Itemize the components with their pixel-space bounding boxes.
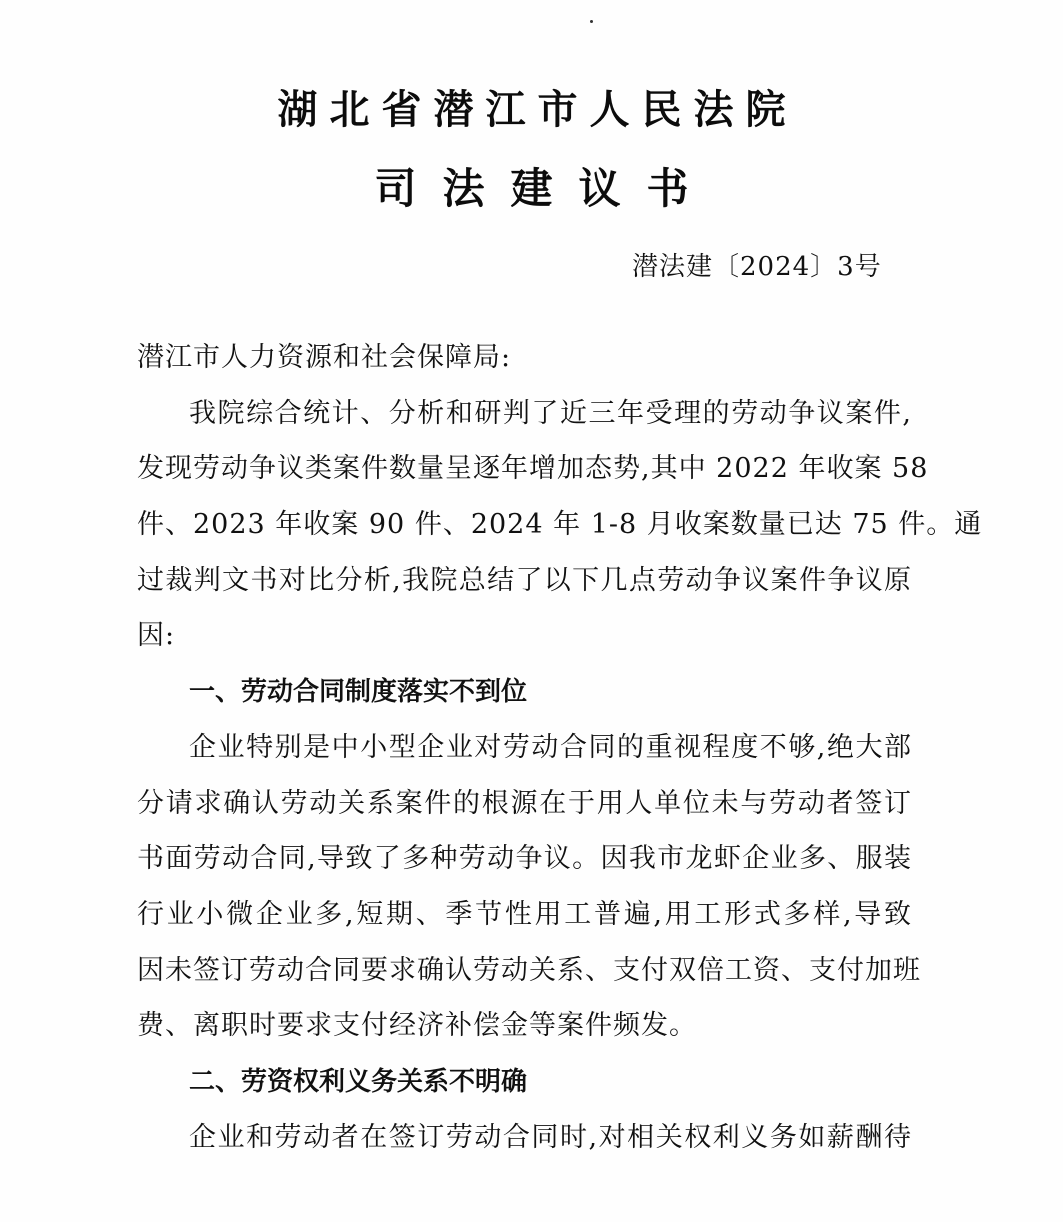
section2-heading: 二、劳资权利义务关系不明确 (189, 1067, 528, 1097)
paragraph1-line-1: 我院综合统计、分析和研判了近三年受理的劳动争议案件, (189, 398, 912, 429)
court-name-title: 湖北省潜江市人民法院 (277, 87, 798, 133)
section1-line-6: 费、离职时要求支付经济补偿金等案件频发。 (137, 1010, 697, 1041)
paragraph1-line-3: 件、2023 年收案 90 件、2024 年 1-8 月收案数量已达 75 件。通 (137, 509, 983, 540)
section1-line-2: 分请求确认劳动关系案件的根源在于用人单位未与劳动者签订 (137, 788, 912, 819)
section1-line-1: 企业特别是中小型企业对劳动合同的重视程度不够,绝大部 (189, 732, 912, 763)
section1-line-3: 书面劳动合同,导致了多种劳动争议。因我市龙虾企业多、服装 (137, 843, 912, 874)
section1-line-5: 因未签订劳动合同要求确认劳动关系、支付双倍工资、支付加班 (137, 955, 921, 986)
section2-line-1: 企业和劳动者在签订劳动合同时,对相关权利义务如薪酬待 (189, 1122, 912, 1153)
scan-speck (590, 20, 593, 23)
paragraph1-line-4: 过裁判文书对比分析,我院总结了以下几点劳动争议案件争议原 (137, 565, 912, 596)
paragraph1-line-2: 发现劳动争议类案件数量呈逐年增加态势,其中 2022 年收案 58 (137, 453, 929, 484)
paragraph1-line-5: 因: (137, 620, 176, 651)
document-type-title: 司法建议书 (374, 164, 715, 213)
section1-line-4: 行业小微企业多,短期、季节性用工普遍,用工形式多样,导致 (137, 899, 912, 930)
document-number: 潜法建〔2024〕3号 (632, 252, 882, 282)
addressee-line: 潜江市人力资源和社会保障局: (137, 342, 512, 373)
section1-heading: 一、劳动合同制度落实不到位 (189, 677, 528, 707)
